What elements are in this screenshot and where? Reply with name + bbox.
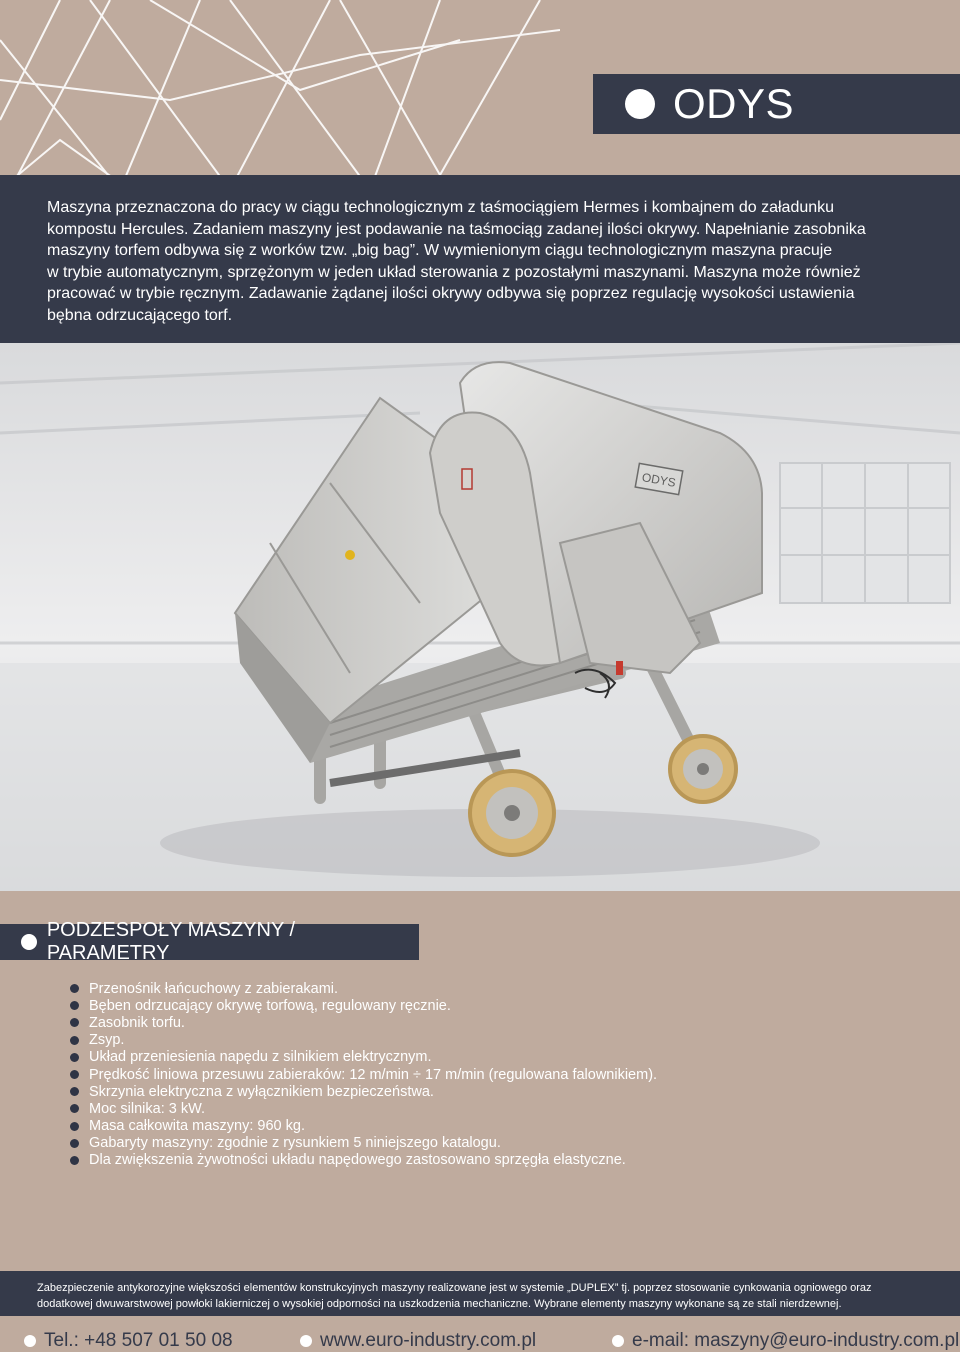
- section-header: [0, 919, 419, 964]
- list-item: Zsyp.: [70, 1032, 657, 1049]
- email-link[interactable]: e-mail: maszyny@euro-industry.com.pl: [632, 1330, 960, 1351]
- bullet-icon: [70, 1001, 79, 1010]
- bullet-icon: [70, 1053, 79, 1062]
- bullet-icon: [70, 1122, 79, 1131]
- bullet-icon: [70, 984, 79, 993]
- product-title-box: [593, 74, 960, 134]
- list-item: Bęben odrzucający okrywę torfową, regulowany ręcznie.: [70, 997, 657, 1014]
- bullet-icon: [70, 1036, 79, 1045]
- list-item: Gabaryty maszyny: zgodnie z rysunkiem 5 niniejszego katalogu.: [70, 1135, 657, 1152]
- intro-line: kompostu Hercules. Zadaniem maszyny jest podawanie na taśmociąg zadanej ilości okrywy. Napełnianie zasobnika: [47, 220, 866, 238]
- list-item: Przenośnik łańcuchowy z zabierakami.: [70, 980, 657, 997]
- bullet-icon: [70, 1087, 79, 1096]
- contact-email[interactable]: [612, 1330, 959, 1352]
- contact-phone: [24, 1330, 233, 1352]
- machine-photo: [0, 343, 960, 891]
- list-item: Zasobnik torfu.: [70, 1014, 657, 1031]
- contact-website[interactable]: [300, 1330, 536, 1352]
- website-link[interactable]: www.euro-industry.com.pl: [320, 1330, 537, 1351]
- list-item: Masa całkowita maszyny: 960 kg.: [70, 1118, 657, 1135]
- intro-line: Maszyna przeznaczona do pracy w ciągu technologicznym z taśmociągiem Hermes i kombajnem do załadunku: [47, 199, 835, 216]
- bullet-dot-icon: [625, 89, 655, 119]
- list-item: Prędkość liniowa przesuwu zabieraków: 12 m/min ÷ 17 m/min (regulowana falownikiem).: [70, 1066, 657, 1083]
- bullet-icon: [70, 1156, 79, 1165]
- machine-nameplate: ODYS: [640, 470, 677, 490]
- note-line: Zabezpieczenie antykorozyjne większości elementów konstrukcyjnych maszyny realizowane jest w systemie „DUPLEX” tj. poprzez stosowanie cynkowania ogniowego oraz: [37, 1282, 872, 1294]
- bullet-dot-icon: [612, 1335, 624, 1347]
- section-title: PODZESPOŁY MASZYNY / PARAMETRY: [46, 919, 296, 964]
- parameters-list: [70, 980, 657, 1169]
- list-item: Moc silnika: 3 kW.: [70, 1100, 657, 1117]
- anticorrosion-note: [0, 1271, 960, 1316]
- product-title: ODYS: [673, 80, 795, 127]
- bullet-dot-icon: [300, 1335, 312, 1347]
- phone-text: Tel.: +48 507 01 50 08: [44, 1330, 233, 1351]
- list-item: Skrzynia elektryczna z wyłącznikiem bezpieczeństwa.: [70, 1083, 657, 1100]
- note-line: dodatkowej dwuwarstwowej powłoki lakierniczej o wysokiej odporności na uszkodzenia mechaniczne. Wybrane elementy maszyny wykonane są ze stali nierdzewnej.: [37, 1298, 842, 1310]
- bullet-icon: [70, 1018, 79, 1027]
- list-item: Układ przeniesienia napędu z silnikiem elektrycznym.: [70, 1049, 657, 1066]
- bullet-dot-icon: [21, 934, 37, 950]
- intro-description: [0, 175, 960, 343]
- list-item: Dla zwiększenia żywotności układu napędowego zastosowano sprzęgła elastyczne.: [70, 1152, 657, 1169]
- bullet-icon: [70, 1104, 79, 1113]
- intro-line: maszyny torfem odbywa się z worków tzw. „big bag”. W wymienionym ciągu technologicznym maszyna pracuje: [47, 242, 833, 259]
- intro-line: bębna odrzucającego torf.: [47, 306, 233, 324]
- bullet-dot-icon: [24, 1335, 36, 1347]
- intro-line: w trybie automatycznym, sprzężonym w jeden układ sterowania z pozostałymi maszynami. Maszyna może również: [47, 263, 861, 281]
- bullet-icon: [70, 1139, 79, 1148]
- bullet-icon: [70, 1070, 79, 1079]
- intro-line: pracować w trybie ręcznym. Zadawanie żądanej ilości okrywy odbywa się poprzez regulację wysokości ustawienia: [47, 285, 855, 302]
- decorative-line-pattern: [0, 0, 560, 200]
